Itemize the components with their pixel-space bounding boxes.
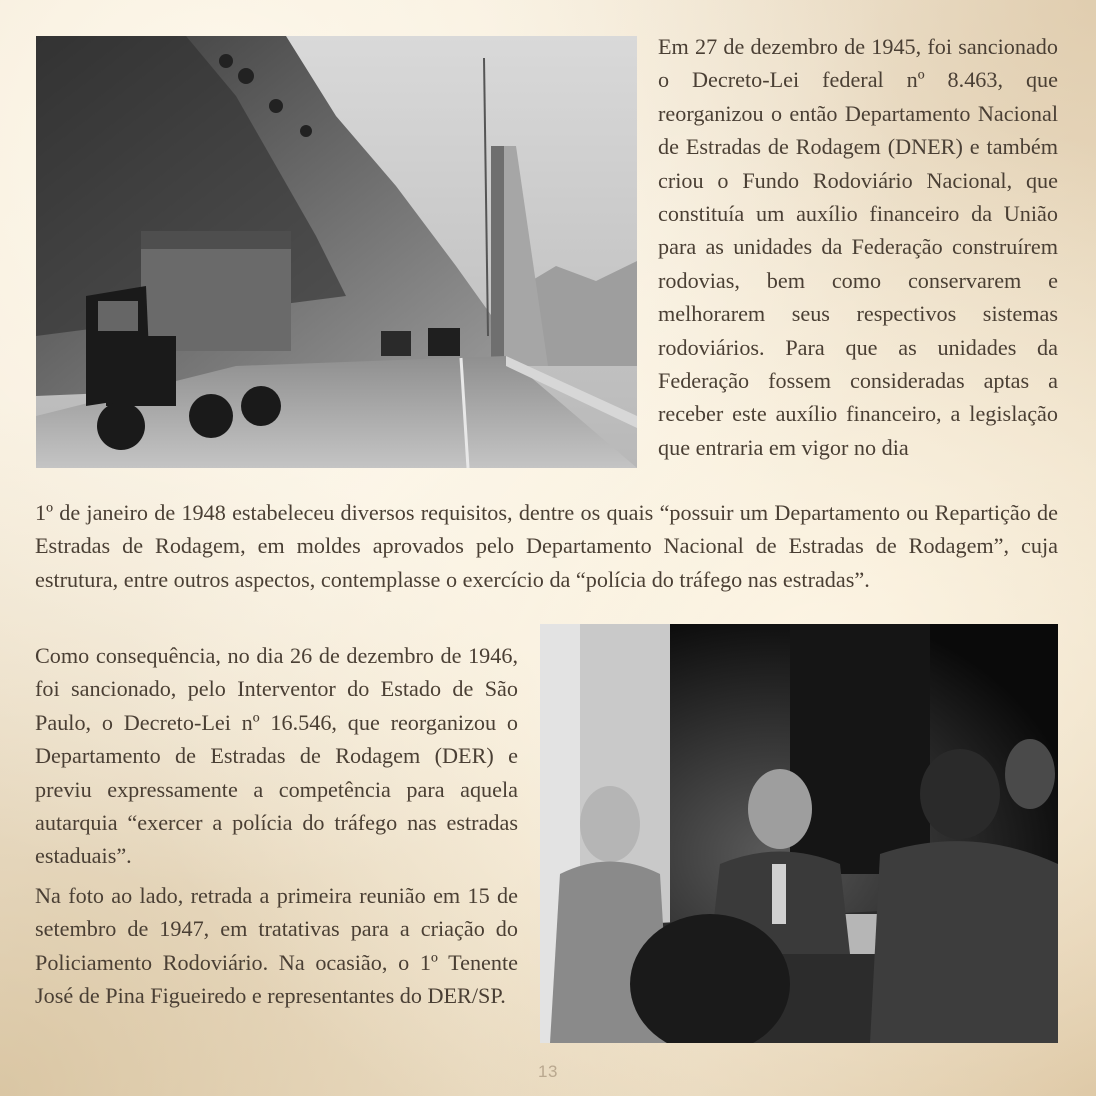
article-paragraph-photo-caption: Na foto ao lado, retrada a primeira reunião em 15 de setembro de 1947, em tratativas para a criação do Policiamento Rodoviário. Na ocasião, o 1º Tenente José de Pina Figueiredo e representantes do DER/SP. bbox=[35, 883, 518, 1009]
article-paragraph-intro-continued: 1º de janeiro de 1948 estabeleceu diversos requisitos, dentre os quais “possuir um Departamento ou Repartição de Estradas de Rodagem, em moldes aprovados pelo Departamento Nacional de Estradas de Rodagem”, cuja estrutura, entre outros aspectos, contemplasse o exercício da “polícia do tráfego nas estradas”. bbox=[35, 500, 1058, 592]
article-paragraph-decree: Como consequência, no dia 26 de dezembro de 1946, foi sancionado, pelo Interventor do Estado de São Paulo, o Decreto-Lei nº 16.546, que reorganizou o Departamento de Estradas de Rodagem (DER) e previu expressamente a competência para aquela autarquia “exercer a polícia do tráfego nas estradas estaduais”. bbox=[35, 643, 518, 869]
highway-photo bbox=[36, 36, 637, 468]
page-number: 13 bbox=[538, 1062, 558, 1081]
meeting-photo bbox=[540, 624, 1058, 1043]
article-paragraph-intro: Em 27 de dezembro de 1945, foi sancionado o Decreto-Lei federal nº 8.463, que reorganizou o então Departamento Nacional de Estradas de Rodagem (DNER) e também criou o Fundo Rodoviário Nacional, que constituía um auxílio financeiro da União para as unidades da Federação construírem rodovias, bem como conservarem e melhorarem seus respectivos sistemas rodoviários. Para que as unidades da Federação fossem consideradas aptas a receber este auxílio financeiro, a legislação que entraria em vigor no dia bbox=[658, 34, 1058, 460]
